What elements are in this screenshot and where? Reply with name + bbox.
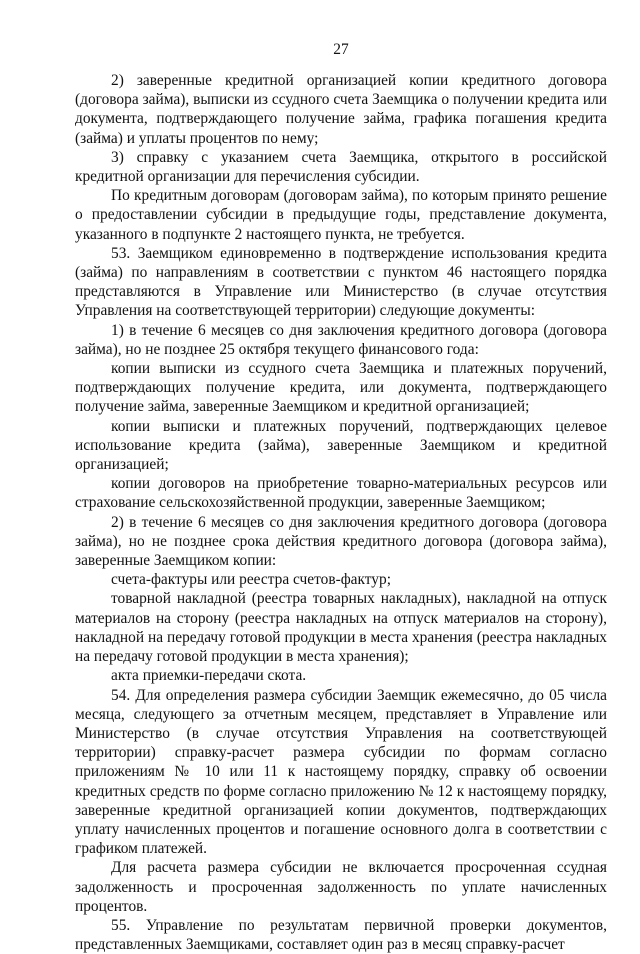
document-body bbox=[75, 71, 607, 954]
paragraph: товарной накладной (реестра товарных накладных), накладной на отпуск материалов на сторону (реестра накладных на отпуск материалов на сторону), накладной на передачу готовой продукции в места хранения (реестра накладных на передачу готовой продукции в места хранения); bbox=[75, 590, 607, 666]
paragraph: 3) справку с указанием счета Заемщика, открытого в российской кредитной организации для перечисления субсидии. bbox=[75, 148, 607, 186]
paragraph: По кредитным договорам (договорам займа), по которым принято решение о предоставлении субсидии в предыдущие годы, представление документа, указанного в подпункте 2 настоящего пункта, не требуется. bbox=[75, 187, 607, 243]
paragraph: копии выписки из ссудного счета Заемщика и платежных поручений, подтверждающих получение кредита, или документа, подтверждающего получение займа, заверенные Заемщиком и кредитной организацией; bbox=[75, 360, 607, 416]
paragraph: 55. Управление по результатам первичной проверки документов, представленных Заемщиками, составляет один раз в месяц справку-расчет bbox=[75, 916, 607, 954]
paragraph: копии договоров на приобретение товарно-материальных ресурсов или страхование сельскохозяйственной продукции, заверенные Заемщиком; bbox=[75, 475, 607, 512]
page-number: 27 bbox=[333, 41, 349, 58]
paragraph: 54. Для определения размера субсидии Заемщик ежемесячно, до 05 числа месяца, следующего за отчетным месяцем, представляет в Управление или Министерство (в случае отсутствия Управления на соответствующей территории) справку-расчет размера субсидии по формам согласно приложениям № 10 или 11 к настоящему порядку, справку об освоении кредитных средств по форме согласно приложению № 12 к настоящему порядку, заверенные кредитной организацией копии документов, подтверждающих уплату начисленных процентов и погашение основного долга в соответствии с графиком платежей. bbox=[75, 686, 607, 858]
paragraph: 53. Заемщиком единовременно в подтверждение использования кредита (займа) по направлениям в соответствии с пунктом 46 настоящего порядка представляются в Управление или Министерство (в случае отсутствия Управления на соответствующей территории) следующие документы: bbox=[75, 244, 607, 320]
paragraph: 1) в течение 6 месяцев со дня заключения кредитного договора (договора займа), но не позднее 25 октября текущего финансового года: bbox=[75, 321, 607, 358]
paragraph: Для расчета размера субсидии не включается просроченная ссудная задолженность и просроченная задолженность по уплате начисленных процентов. bbox=[75, 859, 607, 915]
paragraph: 2) в течение 6 месяцев со дня заключения кредитного договора (договора займа), но не позднее срока действия кредитного договора (договора займа), заверенные Заемщиком копии: bbox=[75, 513, 607, 570]
paragraph: счета-фактуры или реестра счетов-фактур; bbox=[111, 571, 391, 589]
paragraph: 2) заверенные кредитной организацией копии кредитного договора (договора займа), выписки из ссудного счета Заемщика о получении кредита или документа, подтверждающего получение займа, графика погашения кредита (займа) и уплаты процентов по нему; bbox=[75, 72, 607, 147]
paragraph: копии выписки и платежных поручений, подтверждающих целевое использование кредита (займа), заверенные Заемщиком и кредитной организацией; bbox=[75, 417, 607, 474]
paragraph: акта приемки-передачи скота. bbox=[111, 667, 307, 685]
